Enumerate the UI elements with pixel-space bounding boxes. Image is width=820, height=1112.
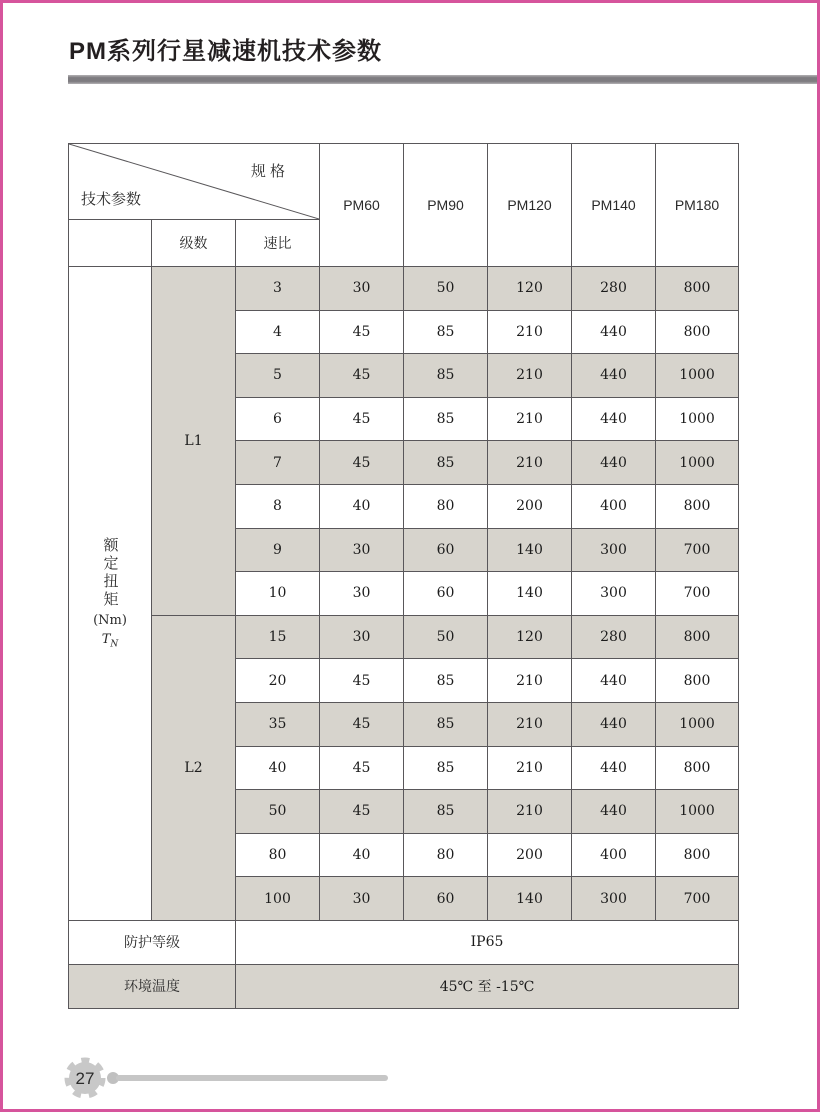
value-cell: 60 (404, 572, 488, 616)
torque-label-cell (69, 267, 152, 921)
ambient-temperature-row (69, 964, 739, 1008)
column-header-pm180: PM180 (656, 144, 739, 267)
column-header-pm140: PM140 (572, 144, 656, 267)
value-cell: 85 (404, 746, 488, 790)
param-corner-label: 技术参数 (81, 191, 142, 208)
ratio-cell: 100 (236, 877, 320, 921)
value-cell: 85 (404, 702, 488, 746)
ratio-cell: 9 (236, 528, 320, 572)
stage-l1-cell: L1 (152, 267, 236, 616)
value-cell: 45 (320, 790, 404, 834)
value-cell: 800 (656, 484, 739, 528)
column-header-pm60: PM60 (320, 144, 404, 267)
value-cell: 85 (404, 310, 488, 354)
ratio-cell: 15 (236, 615, 320, 659)
value-cell: 60 (404, 877, 488, 921)
table-row (69, 267, 739, 311)
value-cell: 800 (656, 659, 739, 703)
value-cell: 300 (572, 528, 656, 572)
value-cell: 45 (320, 746, 404, 790)
value-cell: 30 (320, 572, 404, 616)
ratio-cell: 10 (236, 572, 320, 616)
ambient-temperature-value: 45℃ 至 -15℃ (236, 964, 739, 1008)
value-cell: 200 (488, 484, 572, 528)
value-cell: 800 (656, 267, 739, 311)
value-cell: 40 (320, 484, 404, 528)
value-cell: 700 (656, 528, 739, 572)
diagonal-header-cell (69, 144, 320, 220)
value-cell: 120 (488, 615, 572, 659)
value-cell: 800 (656, 615, 739, 659)
value-cell: 210 (488, 441, 572, 485)
torque-symbol: $T_N$ (101, 632, 119, 650)
ratio-cell: 7 (236, 441, 320, 485)
page-footer-ornament (61, 1054, 396, 1102)
ratio-cell: 35 (236, 702, 320, 746)
value-cell: 440 (572, 397, 656, 441)
value-cell: 210 (488, 746, 572, 790)
value-cell: 45 (320, 441, 404, 485)
ratio-cell: 5 (236, 354, 320, 398)
ambient-temperature-label: 环境温度 (69, 964, 236, 1008)
value-cell: 700 (656, 572, 739, 616)
value-cell: 140 (488, 877, 572, 921)
ratio-subheader: 速比 (236, 220, 320, 267)
value-cell: 210 (488, 310, 572, 354)
column-header-pm120: PM120 (488, 144, 572, 267)
torque-vertical-label: 额定扭矩 (101, 537, 119, 610)
value-cell: 140 (488, 528, 572, 572)
torque-unit-label: (Nm) (93, 613, 127, 629)
value-cell: 400 (572, 833, 656, 877)
stage-l2-cell: L2 (152, 615, 236, 920)
value-cell: 440 (572, 659, 656, 703)
value-cell: 440 (572, 746, 656, 790)
ratio-cell: 4 (236, 310, 320, 354)
value-cell: 280 (572, 615, 656, 659)
value-cell: 40 (320, 833, 404, 877)
value-cell: 60 (404, 528, 488, 572)
value-cell: 50 (404, 267, 488, 311)
spec-table (68, 143, 739, 1009)
ratio-cell: 6 (236, 397, 320, 441)
value-cell: 45 (320, 397, 404, 441)
value-cell: 440 (572, 790, 656, 834)
value-cell: 30 (320, 877, 404, 921)
value-cell: 210 (488, 702, 572, 746)
ratio-cell: 8 (236, 484, 320, 528)
value-cell: 85 (404, 441, 488, 485)
column-header-pm90: PM90 (404, 144, 488, 267)
value-cell: 200 (488, 833, 572, 877)
value-cell: 440 (572, 310, 656, 354)
value-cell: 700 (656, 877, 739, 921)
value-cell: 300 (572, 877, 656, 921)
value-cell: 120 (488, 267, 572, 311)
ratio-cell: 80 (236, 833, 320, 877)
value-cell: 85 (404, 354, 488, 398)
value-cell: 80 (404, 833, 488, 877)
value-cell: 30 (320, 267, 404, 311)
spec-corner-label: 规 格 (250, 163, 286, 180)
value-cell: 800 (656, 746, 739, 790)
value-cell: 30 (320, 615, 404, 659)
value-cell: 30 (320, 528, 404, 572)
value-cell: 45 (320, 702, 404, 746)
value-cell: 280 (572, 267, 656, 311)
value-cell: 80 (404, 484, 488, 528)
header-row-1 (69, 144, 739, 220)
page-title: PM系列行星减速机技术参数 (69, 38, 382, 65)
value-cell: 440 (572, 702, 656, 746)
empty-subheader-cell (69, 220, 152, 267)
ratio-cell: 3 (236, 267, 320, 311)
value-cell: 45 (320, 310, 404, 354)
value-cell: 1000 (656, 702, 739, 746)
value-cell: 85 (404, 397, 488, 441)
value-cell: 1000 (656, 441, 739, 485)
value-cell: 210 (488, 397, 572, 441)
table-row (69, 615, 739, 659)
value-cell: 1000 (656, 790, 739, 834)
value-cell: 210 (488, 354, 572, 398)
value-cell: 440 (572, 441, 656, 485)
value-cell: 45 (320, 354, 404, 398)
protection-grade-value: IP65 (236, 920, 739, 964)
ratio-cell: 20 (236, 659, 320, 703)
value-cell: 1000 (656, 397, 739, 441)
ratio-cell: 50 (236, 790, 320, 834)
gear-icon (68, 1061, 102, 1095)
value-cell: 1000 (656, 354, 739, 398)
stage-subheader: 级数 (152, 220, 236, 267)
value-cell: 45 (320, 659, 404, 703)
ratio-cell: 40 (236, 746, 320, 790)
protection-grade-label: 防护等级 (69, 920, 236, 964)
protection-grade-row (69, 920, 739, 964)
value-cell: 400 (572, 484, 656, 528)
value-cell: 800 (656, 310, 739, 354)
value-cell: 140 (488, 572, 572, 616)
page-number: 27 (75, 1069, 95, 1088)
title-underline-bar (68, 75, 820, 84)
value-cell: 85 (404, 790, 488, 834)
value-cell: 210 (488, 659, 572, 703)
value-cell: 440 (572, 354, 656, 398)
value-cell: 50 (404, 615, 488, 659)
value-cell: 85 (404, 659, 488, 703)
value-cell: 210 (488, 790, 572, 834)
value-cell: 300 (572, 572, 656, 616)
value-cell: 800 (656, 833, 739, 877)
